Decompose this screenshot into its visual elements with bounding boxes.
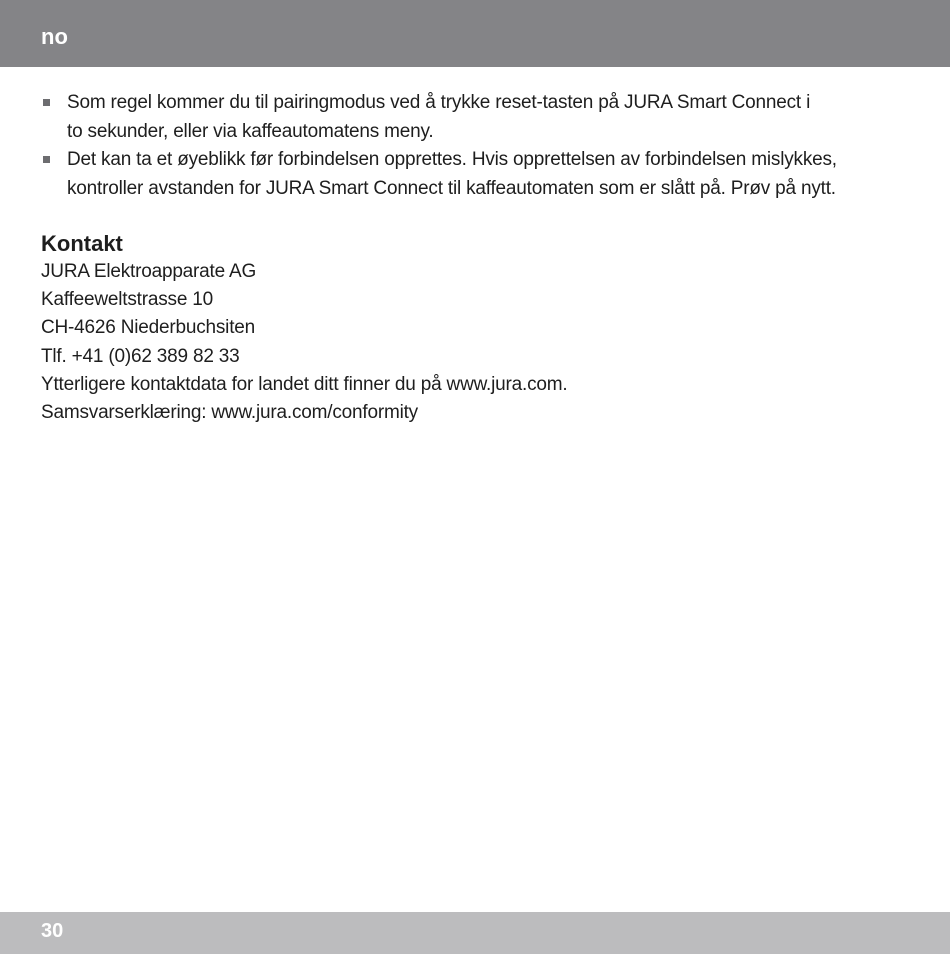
header-bar [0,0,950,67]
bullet-item [41,146,921,203]
conformity-declaration: Samsvarserklæring: www.jura.com/conformity [41,402,418,424]
language-code: no [41,24,68,49]
company-name: JURA Elektroapparate AG [41,261,257,282]
bullet-text-line: to sekunder, eller via kaffeautomatens meny. [67,120,434,142]
more-contact-info: Ytterligere kontaktdata for landet ditt finner du på www.jura.com. [41,373,568,395]
contact-section [41,230,921,427]
bullet-list [41,89,921,203]
square-bullet-icon [43,156,50,163]
square-bullet-icon [43,99,50,106]
phone-number: Tlf. +41 (0)62 389 82 33 [41,345,240,367]
bullet-text-line: kontroller avstanden for JURA Smart Connect til kaffeautomaten som er slått på. Prøv på nytt. [67,177,836,199]
bullet-text-line: Det kan ta et øyeblikk før forbindelsen opprettes. Hvis opprettelsen av forbindelsen mislykkes, [67,149,837,170]
street-address: Kaffeeweltstrasse 10 [41,289,214,311]
page-number: 30 [41,920,64,942]
bullet-text-line: Som regel kommer du til pairingmodus ved å trykke reset-tasten på JURA Smart Connect i [67,92,811,113]
postal-city: CH-4626 Niederbuchsiten [41,317,256,339]
footer-bar [0,912,950,954]
bullet-item [41,89,921,146]
contact-heading: Kontakt [41,231,123,256]
